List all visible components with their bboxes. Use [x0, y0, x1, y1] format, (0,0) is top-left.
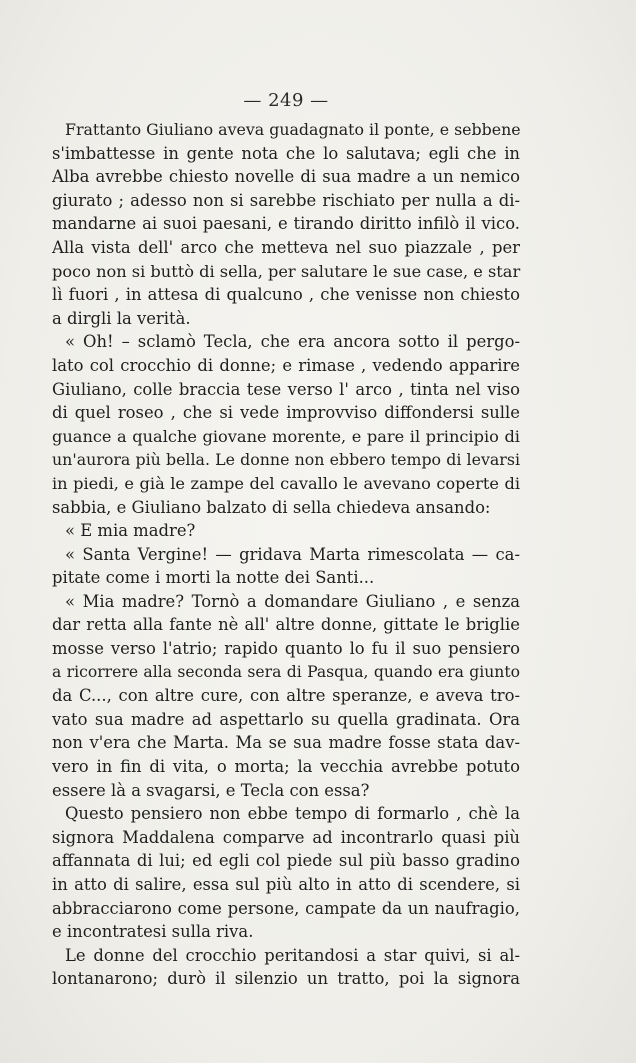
text-line: di quel roseo , che si vede improvviso diffondersi sulle — [52, 403, 520, 423]
page-number: — 249 — — [243, 90, 329, 111]
text-line: s'imbattesse in gente nota che lo salutava; egli che in — [52, 143, 520, 163]
text-line: da C..., con altre cure, con altre speranze, e aveva tro- — [52, 686, 520, 706]
text-line: a ricorrere alla seconda sera di Pasqua, quando era giunto — [52, 662, 520, 681]
text-line: vato sua madre ad aspettarlo su quella gradinata. Ora — [52, 709, 520, 729]
text-line: non v'era che Marta. Ma se sua madre fosse stata dav- — [52, 733, 520, 753]
text-line: affannata di lui; ed egli col piede sul più basso gradino — [52, 851, 520, 871]
text-line: « Mia madre? Tornò a domandare Giuliano , e senza — [65, 591, 520, 611]
text-line: in atto di salire, essa sul più alto in atto di scendere, si — [52, 875, 520, 894]
text-line: « Santa Vergine! — gridava Marta rimescolata — ca- — [65, 544, 520, 564]
text-line: in piedi, e già le zampe del cavallo le avevano coperte di — [52, 473, 520, 493]
text-line: a dirgli la verità. — [52, 308, 191, 328]
text-line: lato col crocchio di donne; e rimase , vedendo apparire — [52, 355, 520, 375]
text-line: lontanarono; durò il silenzio un tratto, poi la signora — [52, 969, 520, 989]
text-line: pitate come i morti la notte dei Santi... — [52, 568, 375, 588]
text-line: un'aurora più bella. Le donne non ebbero tempo di levarsi — [52, 450, 520, 470]
text-line: giurato ; adesso non si sarebbe rischiato per nulla a di- — [52, 190, 520, 210]
text-line: guance a qualche giovane morente, e pare il principio di — [52, 426, 520, 446]
text-line: abbracciarono come persone, campate da un naufragio, — [52, 898, 520, 918]
text-line: signora Maddalena comparve ad incontrarlo quasi più — [52, 827, 520, 847]
text-line: vero in fin di vita, o morta; la vecchia avrebbe potuto — [52, 757, 520, 777]
text-line: e incontratesi sulla riva. — [52, 922, 254, 942]
text-line: « Oh! – sclamò Tecla, che era ancora sotto il pergo- — [65, 332, 520, 352]
text-line: Questo pensiero non ebbe tempo di formarlo , chè la — [65, 804, 520, 824]
text-line: Alla vista dell' arco che metteva nel suo piazzale , per — [52, 237, 520, 257]
text-line: « E mia madre? — [65, 521, 196, 541]
text-line: mandarne ai suoi paesani, e tirando diritto infilò il vico. — [52, 214, 520, 234]
text-line: Le donne del crocchio peritandosi a star quivi, si al- — [65, 945, 520, 965]
text-line: Alba avrebbe chiesto novelle di sua madre a un nemico — [52, 167, 520, 187]
text-line: poco non si buttò di sella, per salutare le sue case, e star — [52, 261, 521, 281]
body-text — [52, 118, 520, 991]
text-line: lì fuori , in attesa di qualcuno , che venisse non chiesto — [52, 285, 520, 305]
text-line: Giuliano, colle braccia tese verso l' arco , tinta nel viso — [52, 379, 520, 399]
text-line: dar retta alla fante nè all' altre donne, gittate le briglie — [52, 615, 520, 635]
text-line: mosse verso l'atrio; rapido quanto lo fu il suo pensiero — [52, 639, 520, 659]
text-line: Frattanto Giuliano aveva guadagnato il ponte, e sebbene — [65, 120, 521, 139]
text-line: essere là a svagarsi, e Tecla con essa? — [52, 780, 370, 800]
text-line: sabbia, e Giuliano balzato di sella chiedeva ansando: — [52, 497, 491, 517]
